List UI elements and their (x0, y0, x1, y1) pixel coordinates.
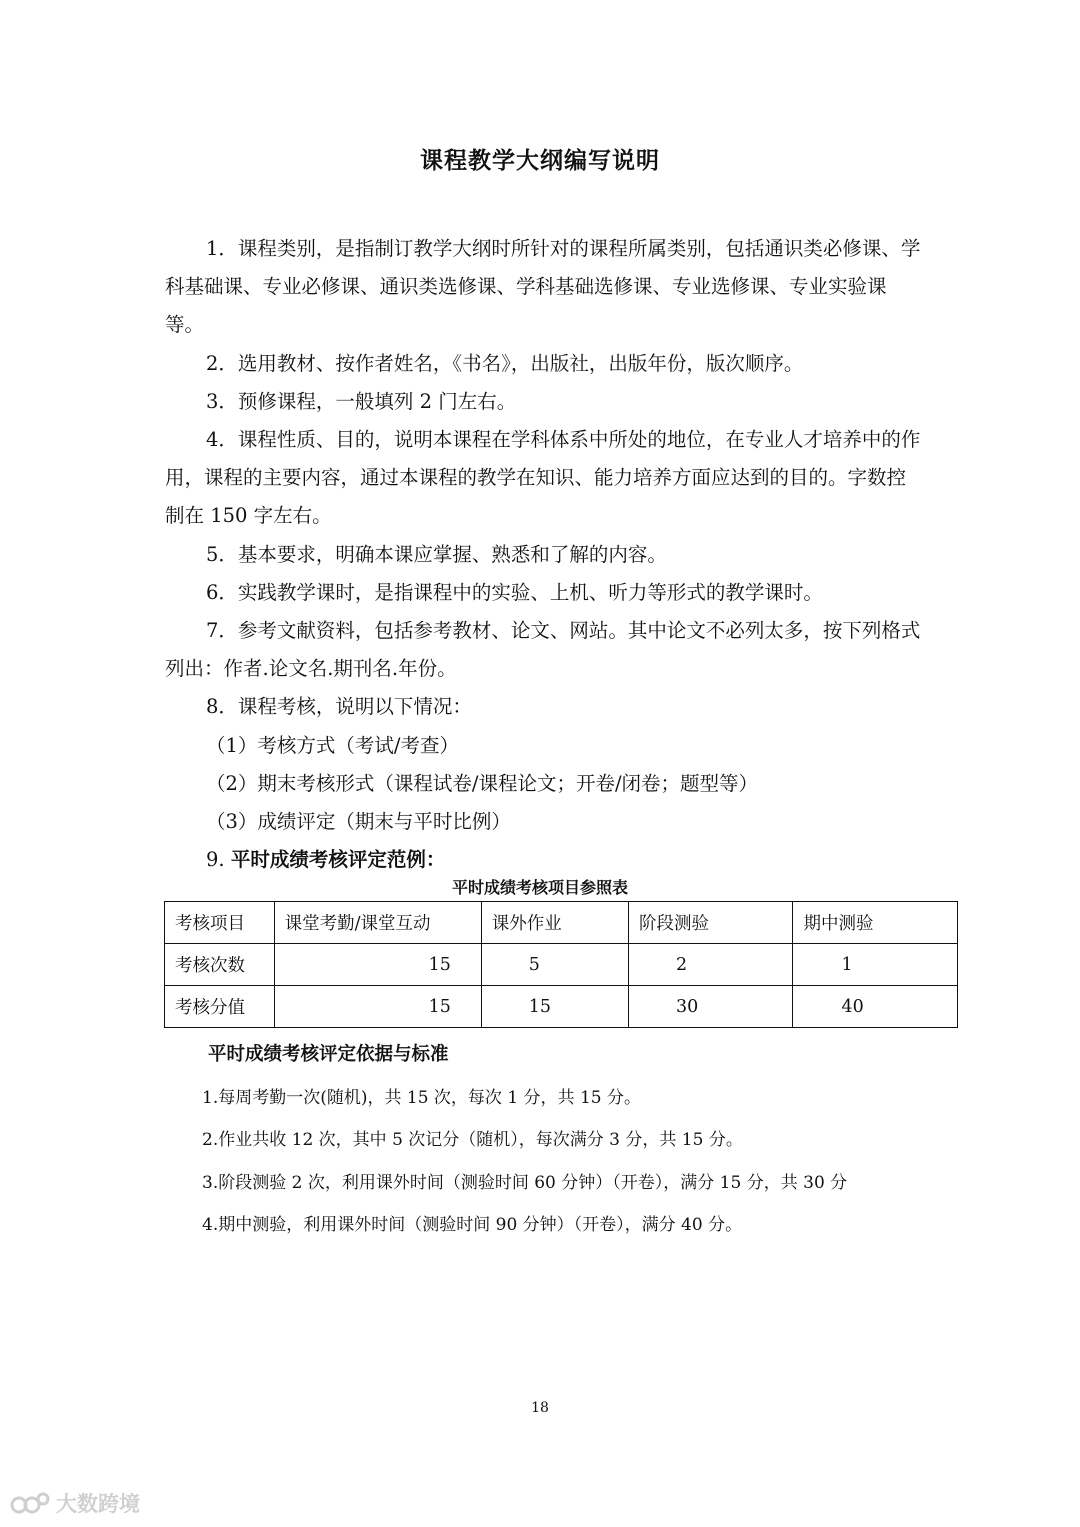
criteria-title: 平时成绩考核评定依据与标准 (208, 1044, 449, 1065)
paragraph-references: 7．参考文献资料，包括参考教材、论文、网站。其中论文不必列太多，按下列格式列出：作者.论文名.期刊名.年份。 (165, 619, 921, 681)
section-9-heading (165, 841, 921, 879)
table-header-cell: 课堂考勤/课堂互动 (274, 902, 481, 944)
criteria-item: 4.期中测验，利用课外时间（测验时间 90 分钟）（开卷），满分 40 分。 (202, 1214, 743, 1235)
criteria-item: 1.每周考勤一次(随机)，共 15 次，每次 1 分，共 15 分。 (202, 1088, 641, 1108)
paragraph-course-nature: 4．课程性质、目的，说明本课程在学科体系中所处的地位，在专业人才培养中的作用，课程的主要内容，通过本课程的教学在知识、能力培养方面应达到的目的。字数控制在 150 字左右。 (165, 428, 921, 528)
criteria-item: 3.阶段测验 2 次，利用课外时间（测验时间 60 分钟）（开卷），满分 15 分，共 30 分 (202, 1172, 848, 1193)
paragraph-basic-requirements: 5．基本要求，明确本课应掌握、熟悉和了解的内容。 (206, 542, 667, 566)
instructions-body (165, 230, 921, 879)
paragraph-final-exam-form: （2）期末考核形式（课程试卷/课程论文；开卷/闭卷；题型等） (206, 771, 759, 795)
reference-table (164, 901, 958, 1028)
table-cell: 30 (629, 986, 793, 1028)
page-number: 18 (531, 1400, 549, 1416)
watermark (10, 1488, 140, 1518)
paragraph-course-category: 1．课程类别，是指制订教学大纲时所针对的课程所属类别，包括通识类必修课、学科基础课、专业必修课、通识类选修课、学科基础选修课、专业选修课、专业实验课等。 (165, 237, 921, 337)
table-header-cell: 期中测验 (793, 902, 958, 944)
paragraph-textbook: 2．选用教材、按作者姓名，《书名》，出版社，出版年份，版次顺序。 (206, 351, 804, 375)
table-cell: 考核分值 (165, 986, 275, 1028)
watermark-text: 大数跨境 (56, 1492, 140, 1516)
table-header-cell: 课外作业 (481, 902, 628, 944)
table-header-cell: 考核项目 (165, 902, 275, 944)
table-cell: 1 (793, 944, 958, 986)
section-9-number: 9. (206, 848, 225, 872)
table-cell: 15 (481, 986, 628, 1028)
paragraph-practice-hours: 6．实践教学课时，是指课程中的实验、上机、听力等形式的教学课时。 (206, 580, 823, 604)
paragraph-grade-evaluation: （3）成绩评定（期末与平时比例） (206, 810, 511, 834)
table-cell: 40 (793, 986, 958, 1028)
table-header-row (165, 902, 958, 944)
table-row (165, 986, 958, 1028)
table-caption: 平时成绩考核项目参照表 (451, 878, 628, 897)
table-cell: 5 (481, 944, 628, 986)
table-row (165, 944, 958, 986)
paragraph-prerequisites: 3．预修课程，一般填列 2 门左右。 (206, 389, 517, 413)
page-title: 课程教学大纲编写说明 (420, 148, 660, 174)
table-cell: 15 (274, 944, 481, 986)
table-cell: 15 (274, 986, 481, 1028)
paragraph-assessment-method: （1）考核方式（考试/考查） (206, 733, 459, 757)
paragraph-assessment: 8．课程考核，说明以下情况： (206, 695, 472, 719)
criteria-item: 2.作业共收 12 次，其中 5 次记分（随机），每次满分 3 分，共 15 分。 (202, 1130, 743, 1151)
criteria-list (202, 1077, 942, 1246)
brand-logo-icon (10, 1490, 52, 1516)
table-cell: 2 (629, 944, 793, 986)
table-cell: 考核次数 (165, 944, 275, 986)
section-9-label: 平时成绩考核评定范例： (230, 848, 446, 872)
table-header-cell: 阶段测验 (629, 902, 793, 944)
